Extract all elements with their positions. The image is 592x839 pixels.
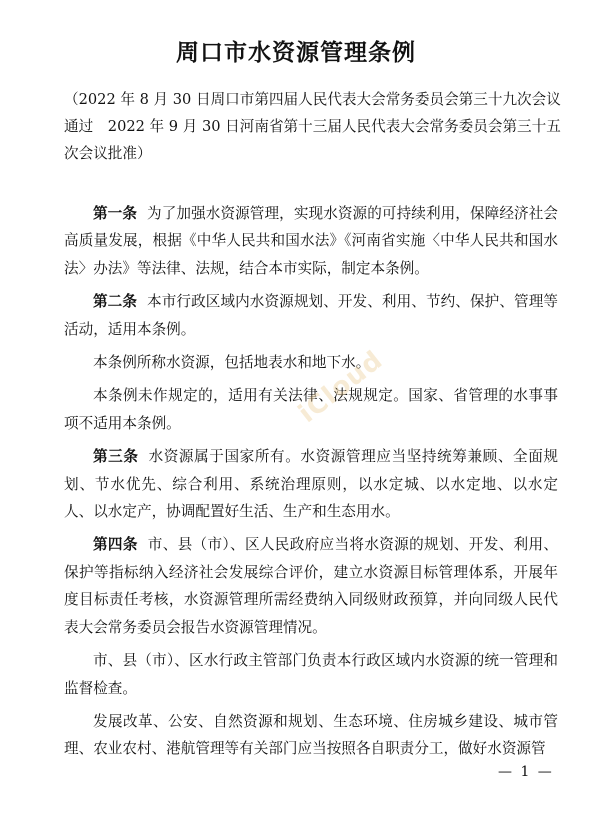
paragraph-text: 市、县（市）、区人民政府应当将水资源的规划、开发、利用、保护等指标纳入经济社会发展综合评价，建立水资源目标管理体系，开展年度目标责任考核，水资源管理所需经费纳入同级财政预算，并向同级人民代表大会常务委员会报告水资源管理情况。 — [64, 536, 558, 636]
document-body — [64, 200, 558, 769]
paragraph-text: 本条例未作规定的，适用有关法律、法规规定。国家、省管理的水事事项不适用本条例。 — [64, 387, 558, 432]
article-number: 第二条 — [93, 293, 138, 311]
paragraph-article-4-clause-3 — [64, 708, 558, 763]
page-number: — 1 — — [498, 764, 554, 780]
article-number: 第四条 — [93, 536, 138, 554]
paragraph-article-2-clause-2 — [64, 349, 558, 376]
watermark: iCloud — [293, 345, 389, 429]
approval-note: （2022 年 8 月 30 日周口市第四届人民代表大会常务委员会第三十九次会议通过 2022 年 9 月 30 日河南省第十三届人民代表大会常务委员会第三十五次会议批准） — [64, 91, 561, 162]
page-title: 周口市水资源管理条例 — [176, 40, 416, 66]
paragraph-article-2 — [64, 288, 558, 343]
paragraph-article-2-clause-3 — [64, 382, 558, 437]
paragraph-article-1 — [64, 200, 558, 282]
paragraph-text: 本市行政区域内水资源规划、开发、利用、节约、保护、管理等活动，适用本条例。 — [64, 293, 558, 338]
article-number: 第一条 — [93, 205, 138, 222]
paragraph-article-3 — [64, 443, 558, 525]
paragraph-text: 为了加强水资源管理，实现水资源的可持续利用，保障经济社会高质量发展，根据《中华人民共和国水法》《河南省实施〈中华人民共和国水法〉办法》等法律、法规，结合本市实际，制定本条例。 — [64, 205, 558, 277]
paragraph-text: 水资源属于国家所有。水资源管理应当坚持统筹兼顾、全面规划、节水优先、综合利用、系统治理原则，以水定城、以水定地、以水定人、以水定产，协调配置好生活、生产和生态用水。 — [64, 448, 558, 521]
paragraph-text: 本条例所称水资源，包括地表水和地下水。 — [93, 354, 371, 372]
article-number: 第三条 — [93, 448, 139, 466]
paragraph-text: 发展改革、公安、自然资源和规划、生态环境、住房城乡建设、城市管理、农业农村、港航管理等有关部门应当按照各自职责分工，做好水资源管 — [64, 712, 558, 758]
paragraph-article-4 — [64, 531, 558, 641]
paragraph-text: 市、县（市）、区水行政主管部门负责本行政区域内水资源的统一管理和监督检查。 — [64, 652, 558, 697]
paragraph-article-4-clause-2 — [64, 647, 558, 702]
